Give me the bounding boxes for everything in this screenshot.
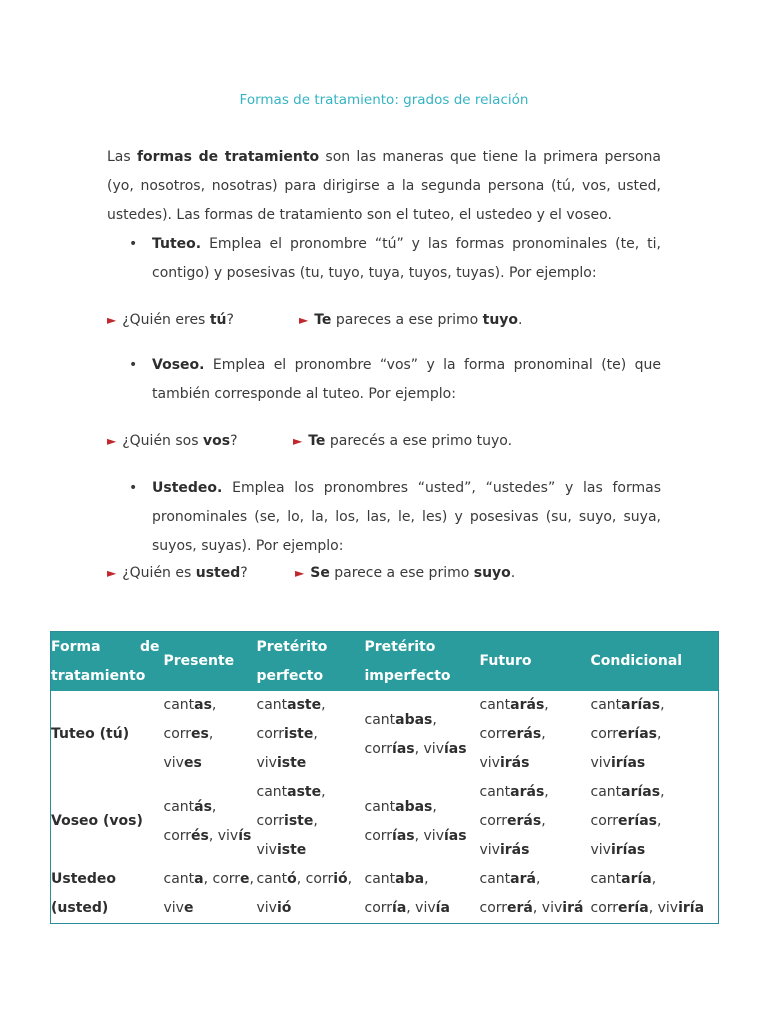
- bullet-head: Tuteo.: [152, 236, 202, 252]
- cell-perfecto: cantaste, corriste, viviste: [256, 784, 326, 858]
- cell-futuro: cantarás, correrás, vivirás: [479, 697, 549, 771]
- intro-bold-term: formas de tratamiento: [136, 149, 320, 165]
- cell-imperfecto: cantabas, corrías, vivías: [364, 798, 467, 844]
- example-answer: ► Te parecés a ese primo tuyo.: [293, 433, 513, 449]
- arrow-icon: ►: [107, 566, 117, 580]
- example-row: [107, 562, 667, 584]
- cell-presente: cantás, corrés, vivís: [163, 798, 252, 844]
- header-presente: Presente: [162, 632, 255, 692]
- bullet-dot: •: [129, 357, 138, 373]
- bullet-text: Emplea el pronombre “vos” y la forma pronominal (te) que también corresponde al tuteo. Por ejemplo:: [152, 357, 661, 402]
- table-row: [51, 778, 719, 865]
- arrow-icon: ►: [107, 434, 117, 448]
- cell-imperfecto: cantabas, corrías, vivías: [364, 711, 467, 757]
- cell-futuro: cantará, correrá, vivirá: [479, 871, 584, 916]
- example-row: [107, 430, 667, 452]
- intro-text-1: Las: [107, 149, 137, 165]
- example-question: ► ¿Quién eres tú?: [107, 312, 234, 328]
- example-answer: ► Se parece a ese primo suyo.: [295, 565, 516, 581]
- bullet-head: Ustedeo.: [152, 480, 223, 496]
- intro-paragraph: [107, 143, 661, 230]
- example-answer: ► Te pareces a ese primo tuyo.: [299, 312, 523, 328]
- bullet-dot: •: [129, 480, 138, 496]
- table-header-row: [51, 632, 719, 692]
- intro-text-2: son las maneras que tiene la primera persona (yo, nosotros, nosotras) para dirigirse a la segunda persona (tú, vos, usted, ustedes). Las formas de tratamiento son el tuteo, el ustedeo y el voseo.: [107, 149, 662, 223]
- bullet-text: Emplea los pronombres “usted”, “ustedes” y las formas pronominales (se, lo, la, los, las, le, les) y posesivas (su, suyo, suya, suyos, suyas). Por ejemplo:: [152, 480, 661, 554]
- example-question: ► ¿Quién es usted?: [107, 565, 248, 581]
- cell-presente: canta, corre, vive: [163, 871, 254, 916]
- conjugation-table: [50, 631, 719, 924]
- header-preterito-imperfecto: Pretérito imperfecto: [363, 632, 478, 692]
- cell-futuro: cantarás, correrás, vivirás: [479, 784, 549, 858]
- cell-imperfecto: cantaba, corría, vivía: [364, 871, 450, 916]
- bullet-text: Emplea el pronombre “tú” y las formas pronominales (te, ti, contigo) y posesivas (tu, tuyo, tuya, tuyos, tuyas). Por ejemplo:: [152, 236, 661, 281]
- header-forma: Forma de tratamiento: [51, 632, 162, 692]
- header-condicional: Condicional: [589, 632, 719, 692]
- example-question: ► ¿Quién sos vos?: [107, 433, 238, 449]
- cell-condicional: cantarías, correrías, vivirías: [590, 697, 665, 771]
- table-row: [51, 691, 719, 778]
- header-futuro: Futuro: [478, 632, 589, 692]
- cell-condicional: cantaría, correría, viviría: [590, 871, 705, 916]
- table-row: [51, 865, 719, 924]
- bullet-ustedeo: [125, 474, 661, 561]
- bullet-tuteo: [125, 230, 661, 288]
- bullet-dot: •: [129, 236, 138, 252]
- cell-presente: cantas, corres, vives: [163, 697, 217, 771]
- cell-condicional: cantarías, correrías, vivirías: [590, 784, 665, 858]
- arrow-icon: ►: [107, 313, 117, 327]
- arrow-icon: ►: [293, 434, 303, 448]
- row-header: Voseo (vos): [51, 813, 143, 829]
- arrow-icon: ►: [299, 313, 309, 327]
- arrow-icon: ►: [295, 566, 305, 580]
- page-title: Formas de tratamiento: grados de relación: [239, 92, 529, 108]
- cell-perfecto: cantaste, corriste, viviste: [256, 697, 326, 771]
- bullet-head: Voseo.: [152, 357, 205, 373]
- example-row: [107, 309, 667, 331]
- row-header: Tuteo (tú): [51, 726, 130, 742]
- row-header: Ustedeo (usted): [51, 871, 117, 916]
- bullet-voseo: [125, 351, 661, 409]
- header-preterito-perfecto: Pretérito perfecto: [255, 632, 363, 692]
- cell-perfecto: cantó, corrió, vivió: [256, 871, 353, 916]
